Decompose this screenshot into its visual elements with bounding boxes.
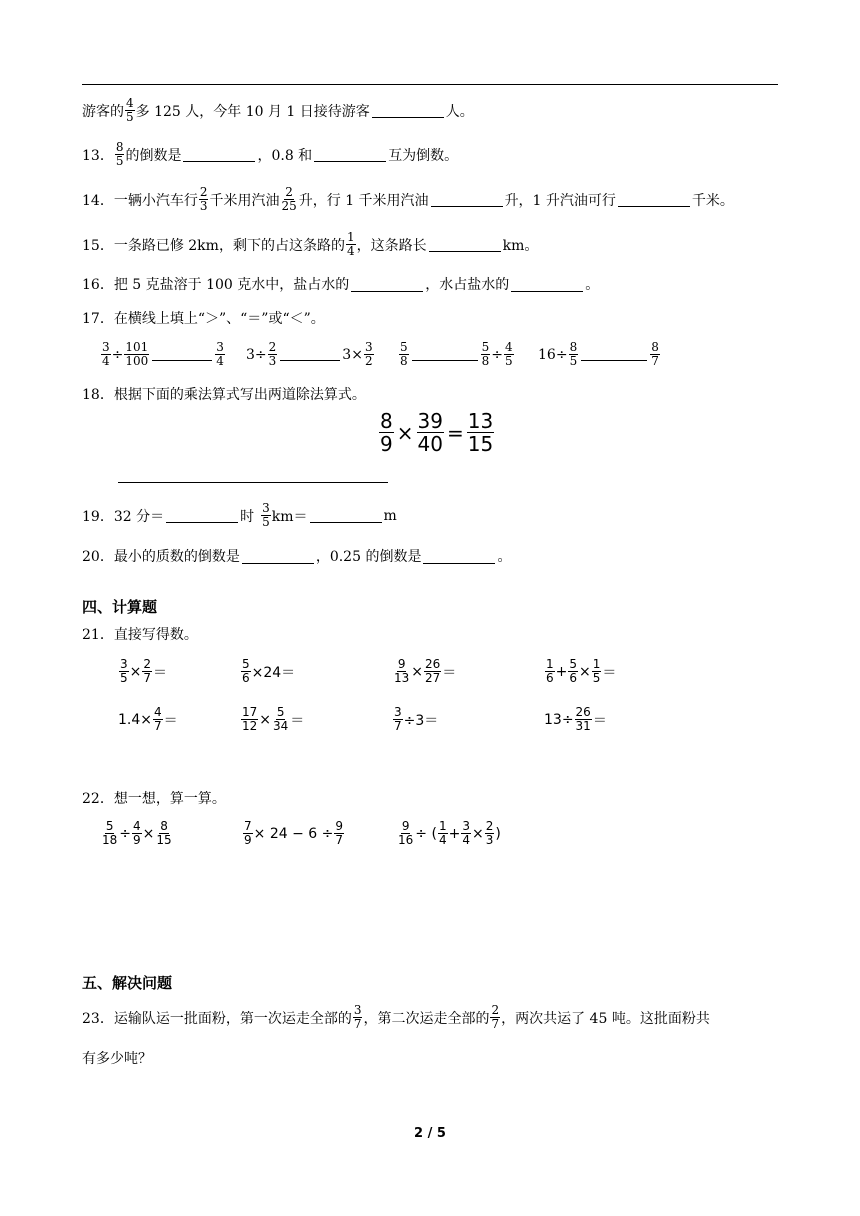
q14-text-5: 千米。 (691, 192, 734, 209)
q19-text-1: 32 分＝ (113, 508, 165, 525)
q19-text-4: m (383, 507, 397, 524)
q14-text-2: 千米用汽油 (209, 192, 280, 209)
q23-line-1 (82, 1004, 710, 1031)
q14-number: 14． (82, 192, 114, 209)
q17-number: 17． (82, 311, 114, 327)
q19-number: 19． (82, 508, 114, 525)
q15-text-2: ，这条路长 (356, 237, 427, 254)
q14-blank-2[interactable] (618, 192, 690, 207)
q23-fraction-1: $\frac{3}{7}$ (353, 1003, 362, 1031)
q14-text-3: 升，行 1 千米用汽油 (298, 192, 429, 209)
q16-text-2: ，水占盐水的 (425, 277, 510, 293)
q13-text-1: 的倒数是 (125, 147, 182, 164)
section-heading-calculation: 四、计算题 (82, 598, 158, 616)
q15-fraction: $\frac{1}{4}$ (346, 230, 355, 258)
q19-text-2: 时 (240, 508, 255, 525)
q23-text-1: 运输队运一批面粉，第一次运走全部的 (113, 1010, 352, 1027)
q21-expr-8: 13÷ $\frac{26}{31}$ ＝ (544, 705, 607, 733)
section-heading-problem-solving: 五、解决问题 (82, 974, 173, 992)
q18-equation: $\frac{8}{9}$ × $\frac{39}{40}$ = $\frac{13}{15}$ (380, 409, 494, 456)
q18-line (82, 384, 366, 404)
q12-text-2: 多 125 人，今年 10 月 1 日接待游客 (135, 103, 370, 120)
q21-expr-5: 1.4× $\frac{4}{7}$ ＝ (118, 705, 178, 733)
q21-text: 直接写得数。 (113, 627, 198, 643)
q12-line (82, 97, 474, 124)
q14-blank-1[interactable] (431, 192, 503, 207)
q14-line (82, 186, 734, 213)
q17-compare-1: $\frac{3}{4}$ ÷ $\frac{101}{100}$ $\frac{3}{4}$ (102, 340, 224, 368)
q12-fraction: $\frac{4}{5}$ (126, 96, 134, 124)
q13-blank-1[interactable] (183, 147, 255, 162)
q17-blank-2[interactable] (280, 348, 340, 361)
q18-answer-line[interactable] (118, 482, 388, 483)
q20-text-3: 。 (497, 549, 512, 565)
q15-text-3: km。 (502, 237, 539, 254)
q18-text: 根据下面的乘法算式写出两道除法算式。 (113, 387, 366, 403)
q17-blank-3[interactable] (412, 348, 478, 361)
page-number: 2 / 5 (414, 1126, 446, 1141)
q23-text-4: 有多少吨？ (82, 1051, 152, 1067)
q17-text: 在横线上填上“＞”、“＝”或“＜”。 (113, 311, 325, 327)
q20-text-1: 最小的质数的倒数是 (113, 549, 240, 565)
q13-fraction: $\frac{8}{5}$ (115, 140, 124, 168)
q22-expr-3: $\frac{9}{16}$ ÷ ( $\frac{1}{4}$ + $\frac{3}{4}$ × $\frac{2}{3}$ ) (398, 819, 501, 847)
q13-blank-2[interactable] (314, 147, 386, 162)
q17-compare-2: 3 ÷ $\frac{2}{3}$ 3× $\frac{3}{2}$ (246, 340, 373, 368)
q19-blank-2[interactable] (310, 508, 382, 523)
q22-expr-2: $\frac{7}{9}$ × 24 − 6 ÷ $\frac{9}{7}$ (244, 819, 343, 847)
q21-number: 21． (82, 627, 114, 643)
q16-line (82, 274, 599, 294)
q21-expr-6: $\frac{17}{12}$ × $\frac{5}{34}$ ＝ (242, 705, 305, 733)
q13-text-2: ，0.8 和 (257, 147, 313, 164)
q20-blank-2[interactable] (423, 549, 495, 564)
q16-text-3: 。 (585, 277, 600, 293)
q21-expr-2: $\frac{5}{6}$ ×24＝ (242, 657, 296, 685)
top-rule (82, 84, 778, 85)
q21-expr-7: $\frac{3}{7}$ ÷3＝ (394, 705, 439, 733)
q22-expr-1: $\frac{5}{18}$ ÷ $\frac{4}{9}$ × $\frac{8}{15}$ (102, 819, 172, 847)
q16-blank-1[interactable] (351, 277, 423, 292)
q23-text-3: ，两次共运了 45 吨。这批面粉共 (501, 1010, 710, 1027)
q15-line (82, 231, 538, 258)
q20-number: 20． (82, 549, 114, 565)
q13-line (82, 141, 458, 168)
q12-answer-blank[interactable] (372, 103, 444, 118)
q14-text-4: 升，1 升汽油可行 (504, 192, 616, 209)
q23-fraction-2: $\frac{2}{7}$ (491, 1003, 500, 1031)
q20-line (82, 546, 511, 566)
q23-line-2 (82, 1048, 152, 1068)
q22-number: 22． (82, 791, 114, 807)
q14-fraction-1: $\frac{2}{3}$ (199, 185, 208, 213)
q14-text-1: 一辆小汽车行 (113, 192, 198, 209)
q15-number: 15． (82, 237, 114, 254)
q13-number: 13． (82, 147, 114, 164)
q22-line (82, 788, 226, 808)
q17-compare-4: 16 ÷ $\frac{8}{5}$ $\frac{8}{7}$ (538, 340, 659, 368)
q23-text-2: ，第二次运走全部的 (363, 1010, 490, 1027)
q20-text-2: ，0.25 的倒数是 (315, 549, 422, 565)
q17-compare-3: $\frac{5}{8}$ $\frac{5}{8}$ ÷ $\frac{4}{5}$ (400, 340, 513, 368)
divide-sign: ÷ (111, 346, 124, 363)
q16-blank-2[interactable] (511, 277, 583, 292)
q14-fraction-2: $\frac{2}{25}$ (281, 185, 297, 213)
q17-blank-1[interactable] (152, 348, 212, 361)
q13-text-3: 互为倒数。 (388, 147, 459, 164)
q12-text-3: 人。 (445, 103, 474, 120)
q12-text-1: 游客的 (82, 103, 124, 120)
q15-blank[interactable] (429, 237, 501, 252)
q19-fraction: $\frac{3}{5}$ (262, 501, 270, 529)
q18-number: 18． (82, 387, 114, 403)
q21-line (82, 624, 198, 644)
q22-text: 想一想，算一算。 (113, 791, 226, 807)
q21-expr-4: $\frac{1}{6}$ + $\frac{5}{6}$ × $\frac{1}{5}$ ＝ (546, 657, 617, 685)
q20-blank-1[interactable] (242, 549, 314, 564)
q15-text-1: 一条路已修 2km，剩下的占这条路的 (113, 237, 345, 254)
q16-number: 16． (82, 277, 114, 293)
q21-expr-3: $\frac{9}{13}$ × $\frac{26}{27}$ ＝ (394, 657, 457, 685)
q19-line (82, 502, 397, 529)
q17-blank-4[interactable] (581, 348, 647, 361)
q23-number: 23． (82, 1010, 114, 1027)
q19-blank-1[interactable] (166, 508, 238, 523)
q16-text-1: 把 5 克盐溶于 100 克水中，盐占水的 (113, 277, 350, 293)
q17-line (82, 308, 325, 328)
q21-expr-1: $\frac{3}{5}$ × $\frac{2}{7}$ ＝ (120, 657, 168, 685)
q19-text-3: km＝ (271, 508, 308, 525)
